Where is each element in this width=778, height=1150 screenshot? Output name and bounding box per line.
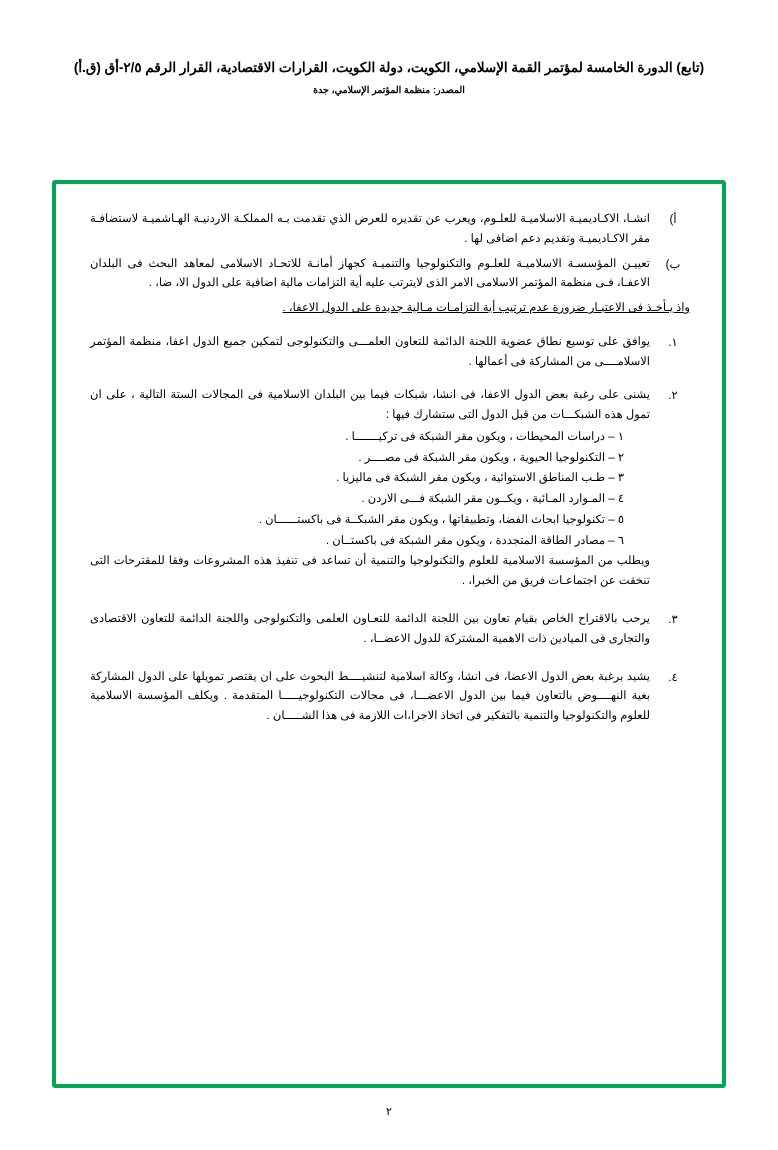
resolution-item-2 — [82, 386, 696, 592]
item-2-text: يشنى على رغبة بعض الدول الاعفا، فى انشا، شبكات فيما بين البلدان الاسلامية فى المجالات الستة التالية ، على ان تمول هذه الشبكـــات من قبل الدول التى ستشارك فيها : — [90, 389, 650, 422]
sublist-item: ٥ – تكنولوجيا ابحاث الفضا، وتطبيقاتها ، ويكون مقر الشبكــة فى باكستــــــان . — [258, 513, 624, 526]
clause-b-text: تعييـن المؤسسـة الاسلاميـة للعلـوم والتكنولوجيا والتنميـة كجهاز أمانـة للاتحـاد الاسلامى لمعاهد البحث فى البلدان الاعفـا، فـى منظمة المؤتمر الاسلامى الامر الذى لايترتب عليه أية التزامات مالية اضافية على الدول الا، ضا، . — [90, 257, 650, 290]
item-3-text: يرحب بالاقتراح الخاص بقيام تعاون بين اللجنة الدائمة للتعـاون العلمى والتكنولوجى واللجنة الدائمة للتعاون الاقتصادى والتجارى فى الميادين ذات الاهمية المشتركة للدول الاعضــا، . — [90, 613, 650, 645]
clause-b — [82, 255, 696, 295]
item-4-marker: ٤. — [668, 671, 678, 684]
clause-a-text: انشـا، الاكـاديميـة الاسلاميـة للعلـوم، ويعرب عن تقديره للعرض الذي تقدمت بـه المملكـة الاردنيـة الهـاشميـة لاستضافـة مقر الاكـاديميـة وتقديم دعم اضافى لها . — [90, 213, 650, 245]
item-4-text: يشيد برغبة بعض الدول الاعضا، فى انشا، وكالة اسلامية لتنشيــــط البحوث على ان يقتصر تمويلها على الدول المشاركة بغية النهــــوض بالتعاون فيما بين الدول الاعضـــا، فى مجالات التكنولوجيـــــا المتقدمة . ويكلف المؤسسة الاسلامية للعلوم والتكنولوجيا والتنمية بالتفكير فى اتخاذ الاجرا،ات اللازمة فى هذا الشـــــان . — [90, 670, 650, 723]
spacer — [82, 597, 696, 610]
page-number: ٢ — [386, 1106, 392, 1118]
item-1-marker: ١. — [668, 336, 678, 349]
item-2-sublist — [90, 428, 650, 552]
content-frame — [52, 180, 726, 1088]
sublist-item: ٣ – طـب المناطق الاستوائية ، ويكون مقر الشبكة فى ماليزيا . — [336, 472, 624, 485]
source-line: المصدر: ‏منظمة المؤتمر الإسلامي، جدة — [313, 85, 465, 97]
sublist-item: ١ – دراسات المحيطات ، ويكون مقر الشبكة فى تركيـــــــا . — [345, 430, 624, 443]
consideration-note: واذ يـأخـذ فى الاعتبـار ضرورة عدم ترتيب أية التزامـات مـالية جديدة على الدول الاعفا، . — [282, 302, 690, 315]
item-3-marker: ٣. — [668, 614, 678, 627]
clause-a-marker: أ) — [669, 214, 677, 226]
sublist-item: ٦ – مصادر الطاقة المتجددة ، ويكون مقر الشبكة فى باكستــان . — [325, 534, 624, 547]
sublist-item: ٢ – التكنولوجيا الحيوية ، ويكون مقر الشبكة فى مصــــر . — [358, 451, 624, 464]
item-2-tail: ويطلب من المؤسسة الاسلامية للعلوم والتكنولوجيا والتنمية أن تساعد فى تنفيذ هذه المشروعات وفقا للمقترحات التى تنخقت عن اجتماعـات فريق من الخبرا، . — [90, 555, 650, 588]
item-2-marker: ٢. — [668, 390, 678, 403]
resolution-item-3 — [82, 610, 696, 650]
resolution-item-1 — [82, 333, 696, 373]
item-1-text: يوافق على توسيع نطاق عضوية اللجنة الدائمة للتعاون العلمـــى والتكنولوجى لتمكين جميع الدول اعفا، منظمة المؤتمر الاسلامــــى من المشاركة فى أعمالها . — [90, 335, 650, 368]
page-title: (تابع) الدورة الخامسة لمؤتمر القمة الإسلامي، الكويت، دولة الكويت، القرارات الاقتصادية، القرار الرقم ٢/٥-أق (ق.أ) — [73, 60, 705, 75]
document-body — [82, 210, 696, 1072]
clause-b-marker: ب) — [665, 258, 681, 271]
sublist-item: ٤ – المـوارد المـائية ، ويكــون مقر الشبكة فـــى الاردن . — [361, 493, 624, 506]
spacer — [82, 655, 696, 668]
document-page — [0, 58, 778, 1150]
page-header — [0, 58, 778, 96]
clause-a — [82, 210, 696, 250]
resolution-item-4 — [82, 668, 696, 727]
spacer — [82, 377, 696, 386]
item-2-body — [82, 386, 650, 592]
